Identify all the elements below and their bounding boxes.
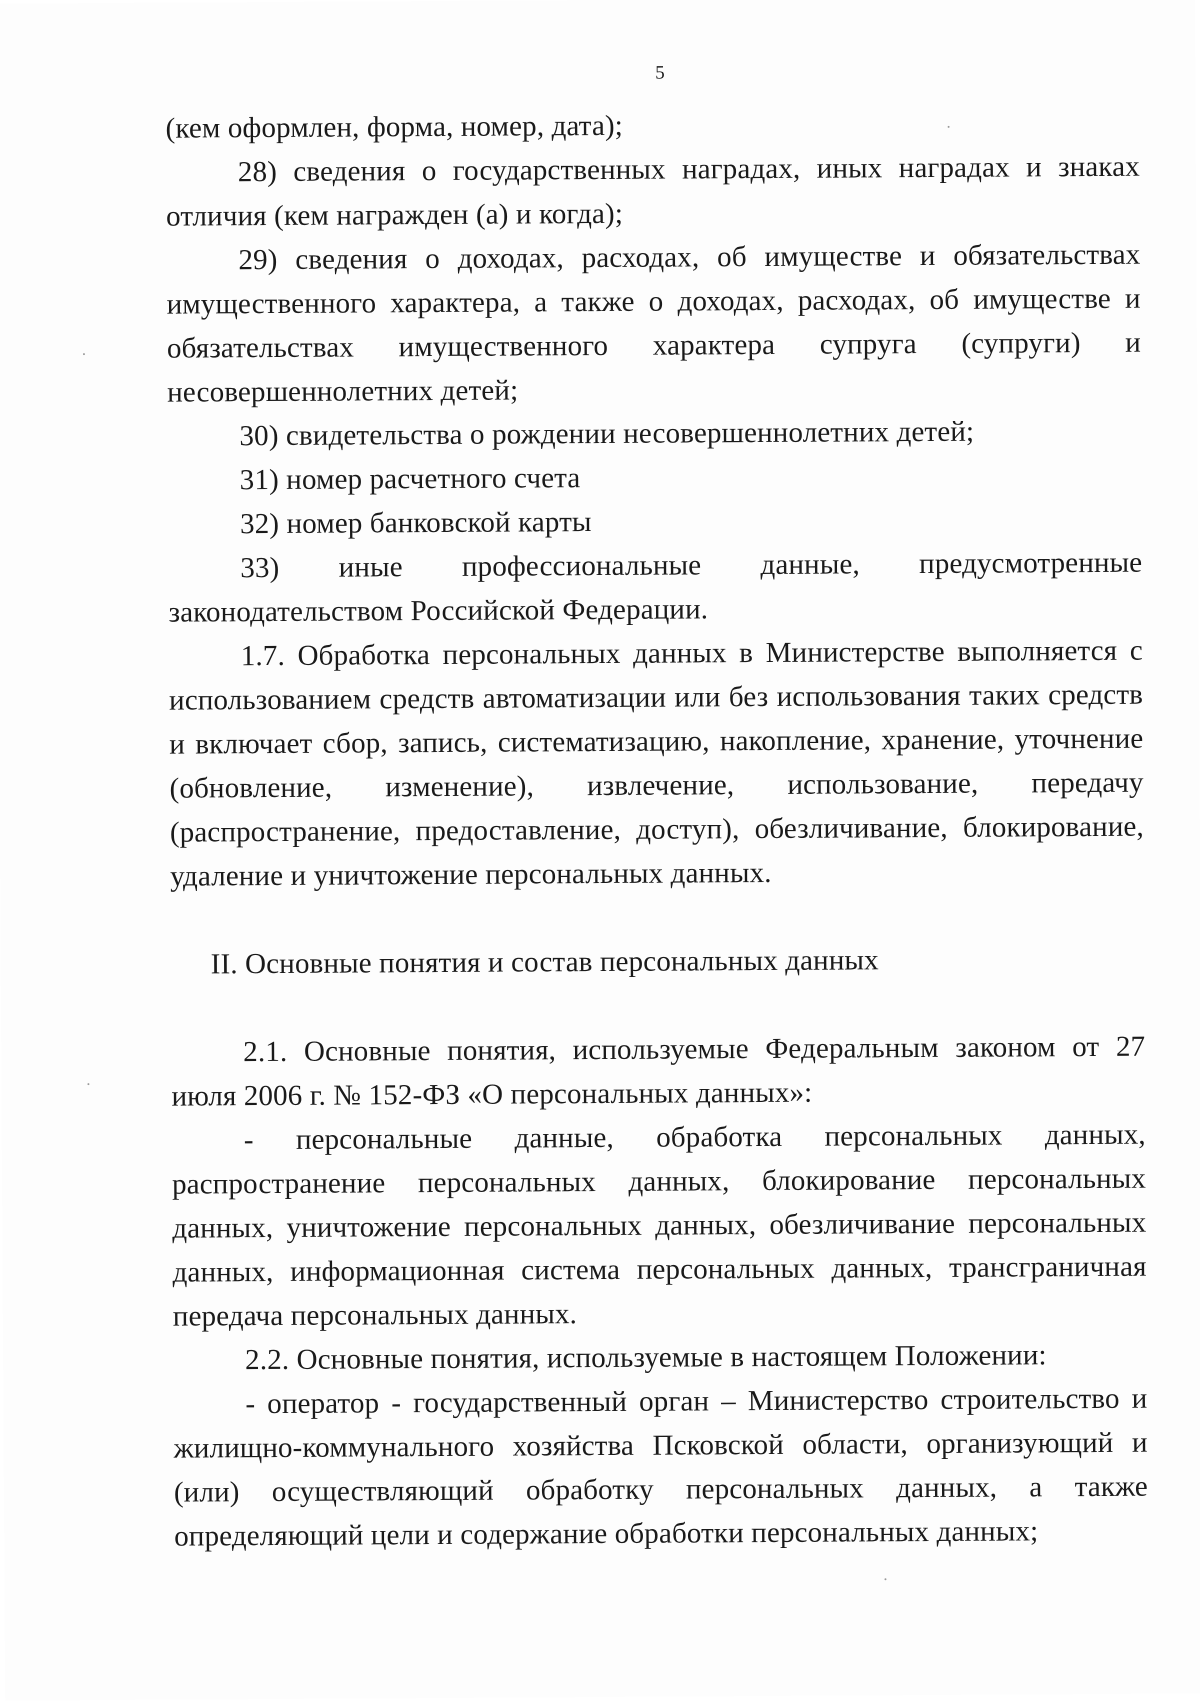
section-heading: II. Основные понятия и состав персональных данных bbox=[210, 944, 879, 981]
scan-speck bbox=[87, 1083, 89, 1085]
scan-speck bbox=[83, 353, 85, 355]
document-body bbox=[165, 101, 1148, 1559]
paragraph: 1.7. Обработка персональных данных в Министерстве выполняется с использованием средств автоматизации или без использования таких средств и включает сбор, запись, систематизацию, накопление, хранение, уточнение (обновление, изменение), извлечение, использование, передачу (распространение, предоставление, доступ), обезличивание, блокирование, удаление и уничтожение персональных данных. bbox=[168, 634, 1144, 893]
paragraphs-top bbox=[165, 101, 1144, 899]
paragraph: (кем оформлен, форма, номер, дата); bbox=[165, 109, 624, 145]
paragraph: 33) иные профессиональные данные, предусмотренные законодательством Российской Федерации. bbox=[168, 546, 1143, 629]
paragraph: 29) сведения о доходах, расходах, об имуществе и обязательствах имущественного характера, а также о доходах, расходах, об имуществе и обязательствах имущественного характера супруга (супруги) и несовершеннолетних детей; bbox=[166, 238, 1142, 409]
scan-speck bbox=[884, 1578, 886, 1580]
paragraphs-bottom bbox=[171, 1025, 1148, 1559]
paragraph: 30) свидетельства о рождении несовершеннолетних детей; bbox=[239, 415, 975, 453]
paragraph: 2.2. Основные понятия, используемые в настоящем Положении: bbox=[245, 1339, 1047, 1377]
paragraph: 32) номер банковской карты bbox=[239, 506, 592, 541]
paragraph: 31) номер расчетного счета bbox=[239, 462, 581, 497]
paragraph: 28) сведения о государственных наградах, иных наградах и знаках отличия (кем награжден (а) и когда); bbox=[166, 150, 1140, 233]
paragraph: - персональные данные, обработка персональных данных, распространение персональных данных, блокирование персональных данных, уничтожение персональных данных, обезличивание персональных данных, информационная система персональных данных, трансграничная передача персональных данных. bbox=[171, 1118, 1147, 1333]
paragraph: - оператор - государственный орган – Министерство строительство и жилищно-коммунального хозяйства Псковской области, организующий и (или) осуществляющий обработку персональных данных, а также определяющий цели и содержание обработки персональных данных; bbox=[173, 1382, 1149, 1553]
paragraph: 2.1. Основные понятия, используемые Федеральным законом от 27 июля 2006 г. № 152-ФЗ «О персональных данных»: bbox=[171, 1030, 1146, 1113]
page-number: 5 bbox=[655, 62, 665, 84]
scan-speck bbox=[948, 126, 950, 128]
